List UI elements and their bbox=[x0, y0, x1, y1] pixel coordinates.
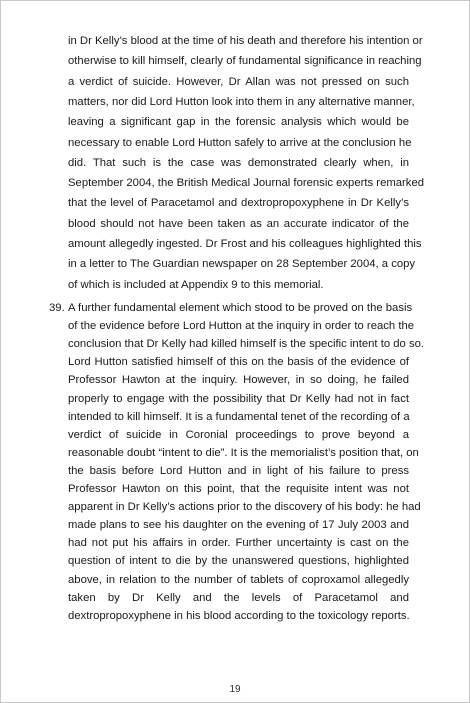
text-line: a verdict of suicide. However, Dr Allan was not pressed on such bbox=[68, 75, 409, 88]
text-line: A further fundamental element which stood to be proved on the basis bbox=[68, 302, 413, 314]
text-line: in a letter to The Guardian newspaper on 28 September 2004, a copy bbox=[68, 258, 416, 271]
text-line: Lord Hutton satisfied himself of this on the basis of the evidence of bbox=[68, 356, 409, 369]
text-line: dextropropoxyphene in his blood according to the toxicology reports. bbox=[68, 609, 410, 622]
text-line: September 2004, the British Medical Journal forensic experts remarked bbox=[68, 177, 425, 190]
text-line: had not put his affairs in order. Further uncertainty is cast on the bbox=[68, 537, 409, 550]
text-line: verdict of suicide in Coronial proceedings to prove beyond a bbox=[68, 428, 409, 441]
text-line: conclusion that Dr Kelly had killed himself is the specific intent to do so. bbox=[68, 338, 425, 351]
text-line: of the evidence before Lord Hutton at the inquiry in order to reach the bbox=[68, 320, 415, 333]
text-line: of which is included at Appendix 9 to this memorial. bbox=[68, 278, 324, 291]
text-line: otherwise to kill himself, clearly of fundamental significance in reaching bbox=[68, 55, 422, 68]
text-line: leaving a significant gap in the forensic analysis which would be bbox=[68, 116, 409, 129]
text-line: matters, nor did Lord Hutton look into them in any alternative manner, bbox=[68, 95, 415, 108]
text-line: that the level of Paracetamol and dextropropoxyphene in Dr Kelly’s bbox=[68, 197, 409, 210]
text-line: amount allegedly ingested. Dr Frost and his colleagues highlighted this bbox=[68, 238, 422, 250]
text-line: apparent in Dr Kelly’s actions prior to the discovery of his body: he had bbox=[68, 501, 421, 514]
text-line: reasonable doubt “intent to die”. It is the memorialist’s position that, on bbox=[68, 446, 419, 459]
text-line: intended to kill himself. It is a fundamental tenet of the recording of a bbox=[68, 410, 410, 423]
page-number: 19 bbox=[229, 684, 241, 695]
paragraph-number: 39. bbox=[49, 302, 65, 314]
text-line: necessary to enable Lord Hutton safely to arrive at the conclusion he bbox=[68, 136, 412, 149]
text-line: properly to engage with the possibility that Dr Kelly had not in fact bbox=[68, 392, 409, 405]
text-line: made plans to see his daughter on the evening of 17 July 2003 and bbox=[68, 519, 409, 532]
text-line: blood should not have been taken as an accurate indicator of the bbox=[68, 217, 409, 230]
text-line: Professor Hawton on this point, that the requisite intent was not bbox=[68, 483, 409, 495]
text-line: the basis before Lord Hutton and in light of his failure to press bbox=[68, 464, 409, 477]
text-line: taken by Dr Kelly and the levels of Paracetamol and bbox=[68, 591, 409, 604]
text-line: did. That such is the case was demonstrated clearly when, in bbox=[68, 156, 409, 169]
text-line: in Dr Kelly’s blood at the time of his death and therefore his intention or bbox=[68, 35, 423, 47]
text-line: Professor Hawton at the inquiry. However, in so doing, he failed bbox=[68, 374, 409, 387]
text-line: question of intent to die by the unanswered questions, highlighted bbox=[68, 555, 409, 568]
text-line: above, in relation to the number of tablets of coproxamol allegedly bbox=[68, 573, 409, 586]
